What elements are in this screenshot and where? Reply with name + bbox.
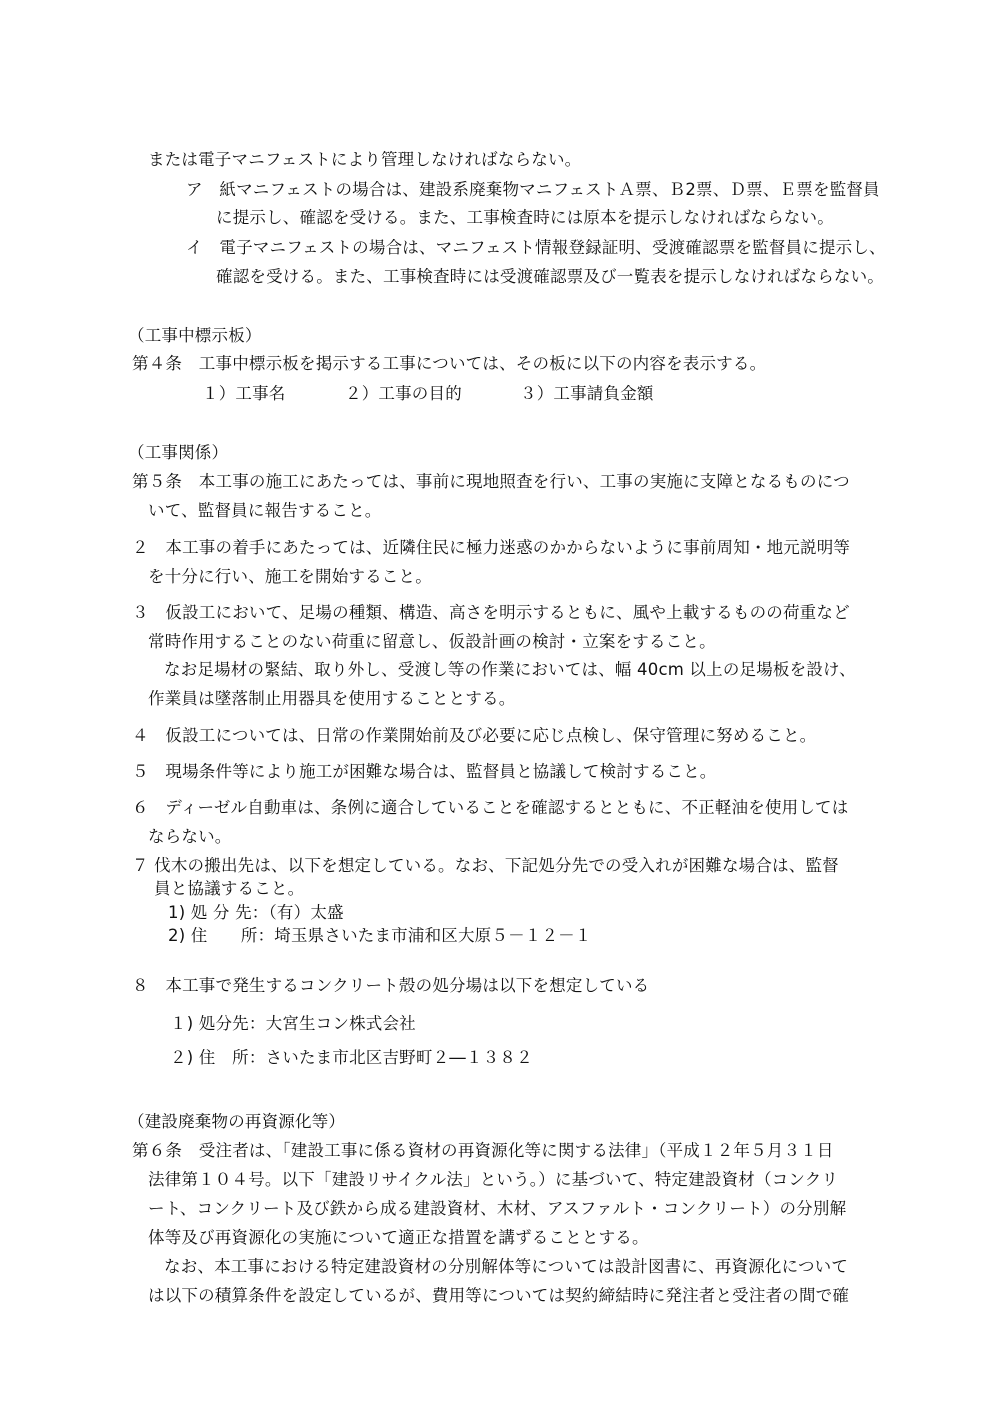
list-item: ２）工事の目的: [345, 384, 462, 403]
article-line: なお、本工事における特定建設資材の分別解体等については設計図書に、再資源化について: [164, 1257, 849, 1276]
article-line: 員と協議すること。: [154, 879, 305, 898]
item-i-line: 確認を受ける。また、工事検査時には受渡確認票及び一覧表を提示しなければならない。: [216, 267, 884, 286]
intro-line: または電子マニフェストにより管理しなければならない。: [148, 150, 582, 169]
article-line: ８ 本工事で発生するコンクリート殻の処分場は以下を想定している: [132, 976, 650, 995]
list-item: ２) 住 所：さいたま市北区吉野町２―１３８２: [170, 1048, 533, 1067]
section-heading: （建設廃棄物の再資源化等）: [128, 1112, 346, 1131]
list-item: ３）工事請負金額: [520, 384, 654, 403]
item-i-line: イ 電子マニフェストの場合は、マニフェスト情報登録証明、受渡確認票を監督員に提示し、: [186, 238, 886, 257]
article-line: ６ ディーゼル自動車は、条例に適合していることを確認するとともに、不正軽油を使用しては: [132, 798, 849, 817]
list-item: 2) 住 所：埼玉県さいたま市浦和区大原５－１２－１: [168, 926, 592, 945]
list-item: １）工事名: [202, 384, 286, 403]
article-line: ７ 伐木の搬出先は、以下を想定している。なお、下記処分先での受入れが困難な場合は、監督: [132, 856, 839, 875]
article-line: ２ 本工事の着手にあたっては、近隣住民に極力迷惑のかからないように事前周知・地元説明等: [132, 538, 851, 557]
article-line: 第５条 本工事の施工にあたっては、事前に現地照査を行い、工事の実施に支障となるものにつ: [132, 472, 850, 491]
item-a-line: に提示し、確認を受ける。また、工事検査時には原本を提示しなければならない。: [216, 208, 834, 227]
article-line: 体等及び再資源化の実施について適正な措置を講ずることとする。: [148, 1228, 649, 1247]
section-heading: （工事中標示板）: [128, 326, 262, 345]
list-item: １) 処分先：大宮生コン株式会社: [170, 1014, 416, 1033]
article-line: ならない。: [148, 827, 232, 846]
article-line: 第４条 工事中標示板を掲示する工事については、その板に以下の内容を表示する。: [132, 354, 767, 373]
article-line: ３ 仮設工において、足場の種類、構造、高さを明示するともに、風や上載するものの荷重など: [132, 603, 850, 622]
article-line: を十分に行い、施工を開始すること。: [148, 567, 432, 586]
article-line: ４ 仮設工については、日常の作業開始前及び必要に応じ点検し、保守管理に努めること。: [132, 726, 817, 745]
article-line: 作業員は墜落制止用器具を使用することとする。: [148, 689, 516, 708]
article-line: 常時作用することのない荷重に留意し、仮設計画の検討・立案をすること。: [148, 632, 716, 651]
article-line: なお足場材の緊結、取り外し、受渡し等の作業においては、幅 40cm 以上の足場板を設け、: [164, 660, 856, 679]
list-item: 1) 処 分 先：（有）太盛: [168, 903, 344, 922]
article-line: いて、監督員に報告すること。: [148, 501, 382, 520]
article-line: 法律第１０４号。以下「建設リサイクル法」という。）に基づいて、特定建設資材（コンクリ: [148, 1170, 839, 1189]
article-line: は以下の積算条件を設定しているが、費用等については契約締結時に発注者と受注者の間で確: [148, 1286, 850, 1305]
section-heading: （工事関係）: [128, 443, 229, 462]
article-line: 第６条 受注者は、「建設工事に係る資材の再資源化等に関する法律」（平成１２年５月３１日: [132, 1141, 834, 1160]
article-line: ート、コンクリート及び鉄から成る建設資材、木材、アスファルト・コンクリート）の分別解: [148, 1199, 847, 1218]
item-a-line: ア 紙マニフェストの場合は、建設系廃棄物マニフェストＡ票、Ｂ2票、Ｄ票、Ｅ票を監督員: [186, 180, 880, 199]
article-line: ５ 現場条件等により施工が困難な場合は、監督員と協議して検討すること。: [132, 762, 717, 781]
